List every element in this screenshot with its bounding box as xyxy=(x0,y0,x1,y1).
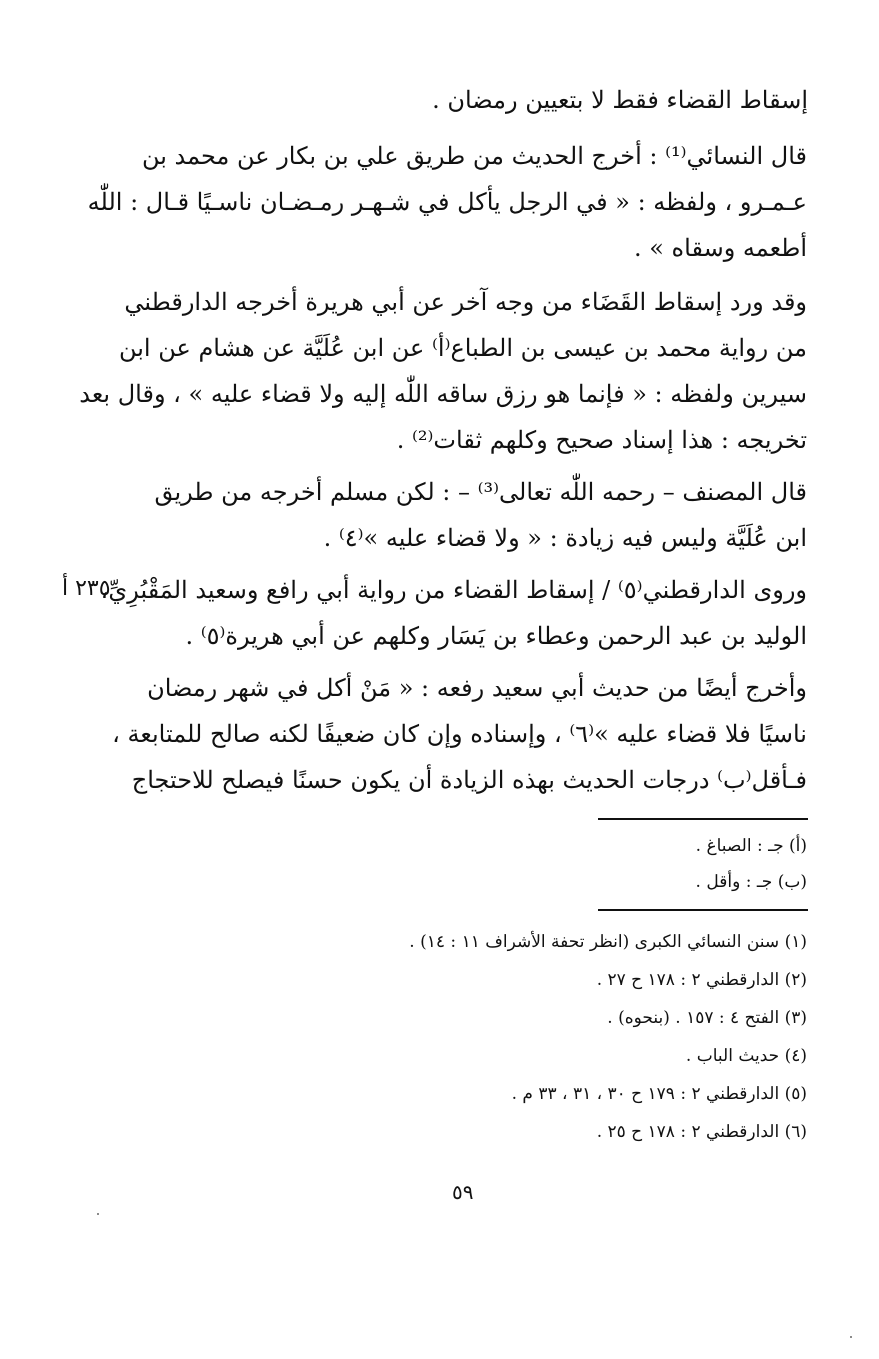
scan-speck xyxy=(850,1336,852,1338)
footnotes-separator xyxy=(598,909,808,911)
footnote: (٦) الدارقطني ٢ : ١٧٨ ح ٢٥ . xyxy=(596,1122,807,1142)
body-line: تخريجه : هذا إسناد صحيح وكلهم ثقات⁽²⁾ . xyxy=(396,426,807,454)
variant-note: (ب) جـ : وأقل . xyxy=(695,872,807,892)
body-line: قال المصنف – رحمه اللّٰه تعالى⁽³⁾ – : لكن مسلم أخرجه من طريق xyxy=(154,478,807,506)
footnote: (٤) حديث الباب . xyxy=(685,1046,807,1066)
body-line: وأخرج أيضًا من حديث أبي سعيد رفعه : « مَنْ أكل في شهر رمضان xyxy=(147,674,807,702)
manuscript-folio-note: ٢٣٥ أ xyxy=(62,576,111,601)
footnote: (٢) الدارقطني ٢ : ١٧٨ ح ٢٧ . xyxy=(596,970,807,990)
body-line: سيرين ولفظه : « فإنما هو رزق ساقه اللّٰه إليه ولا قضاء عليه » ، وقال بعد xyxy=(79,380,807,408)
footnote: (١) سنن النسائي الكبرى (انظر تحفة الأشراف ١١ : ١٤) . xyxy=(409,932,807,952)
body-line: وروى الدارقطني⁽٥⁾ / إسقاط القضاء من رواية أبي رافع وسعيد المَقْبُرِيِّ، xyxy=(100,576,807,604)
body-line: الوليد بن عبد الرحمن وعطاء بن يَسَار وكلهم عن أبي هريرة⁽٥⁾ . xyxy=(185,622,807,650)
body-line: أطعمه وسقاه » . xyxy=(633,234,807,262)
body-line: من رواية محمد بن عيسى بن الطباع⁽أ⁾ عن ابن عُلَيَّة عن هشام عن ابن xyxy=(118,334,807,362)
variant-notes-separator xyxy=(598,818,808,820)
body-line: وقد ورد إسقاط القَضَاء من وجه آخر عن أبي هريرة أخرجه الدارقطني xyxy=(124,288,807,316)
body-line: إسقاط القضاء فقط لا بتعيين رمضان . xyxy=(432,86,808,114)
body-line: ابن عُلَيَّة وليس فيه زيادة : « ولا قضاء عليه »⁽٤⁾ . xyxy=(323,524,807,552)
body-line: ناسيًا فلا قضاء عليه »⁽٦⁾ ، وإسناده وإن كان ضعيفًا لكنه صالح للمتابعة ، xyxy=(112,720,807,748)
body-line: عـمـرو ، ولفظه : « في الرجل يأكل في شـهـر رمـضـان ناسـيًا قـال : اللّٰه xyxy=(87,188,807,216)
page-number: ٥٩ xyxy=(452,1180,474,1204)
body-line: قال النسائي⁽¹⁾ : أخرج الحديث من طريق علي بن بكار عن محمد بن xyxy=(141,142,807,170)
footnote: (٥) الدارقطني ٢ : ١٧٩ ح ٣٠ ، ٣١ ، ٣٣ م . xyxy=(511,1084,807,1104)
variant-note: (أ) جـ : الصباغ . xyxy=(695,836,807,856)
scan-speck xyxy=(97,1213,99,1215)
body-line: فـأقل⁽ب⁾ درجات الحديث بهذه الزيادة أن يكون حسنًا فيصلح للاحتجاج xyxy=(131,766,807,794)
footnote: (٣) الفتح ٤ : ١٥٧ . (بنحوه) . xyxy=(607,1008,807,1028)
